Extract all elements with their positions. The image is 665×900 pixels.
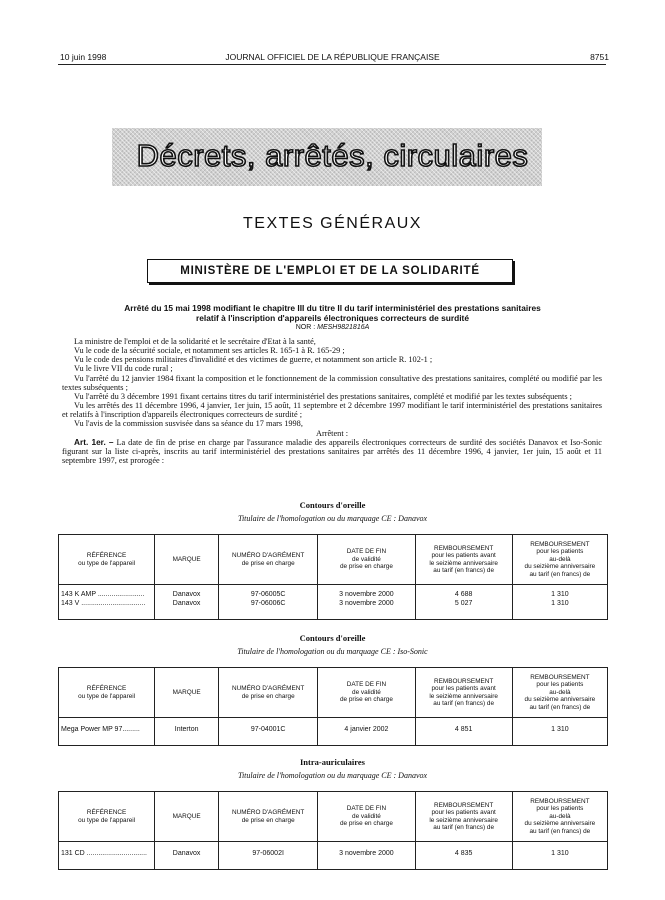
cell-agrement: 97-06006C — [219, 600, 318, 620]
article-1-label: Art. 1er. – — [74, 436, 114, 447]
table-1-subtitle: Titulaire de l'homologation ou du marquage CE : Danavox — [237, 514, 428, 523]
cell-remb-avant: 4 688 — [415, 585, 512, 600]
table-3-subtitle: Titulaire de l'homologation ou du marquage CE : Danavox — [237, 771, 428, 780]
nor-reference — [0, 324, 665, 331]
table-row — [59, 842, 608, 870]
nor-label: NOR : — [295, 324, 316, 331]
table-3-title: Intra-auriculaires — [299, 757, 365, 767]
section-title: TEXTES GÉNÉRAUX — [243, 215, 422, 232]
table-row — [59, 600, 608, 620]
paragraph: Vu le code de la sécurité sociale, et notamment ses articles R. 165-1 à R. 165-29 ; — [74, 346, 345, 356]
cell-marque: Danavox — [155, 842, 219, 870]
table-3 — [58, 791, 608, 870]
header-remb-avant: REMBOURSEMENT pour les patients avant le seizième anniversaire au tarif (en francs) de — [415, 535, 512, 585]
header-marque: MARQUE — [155, 668, 219, 718]
article-1 — [62, 438, 602, 465]
paragraph: Vu le livre VII du code rural ; — [74, 364, 173, 374]
header-date: DATE DE FIN de validité de prise en charge — [318, 792, 415, 842]
header-remb-apres: REMBOURSEMENT pour les patients au-delà du seizième anniversaire au tarif (en francs) de — [512, 792, 607, 842]
paragraph: Vu l'arrêté du 12 janvier 1984 fixant la composition et le fonctionnement de la commission consultative des prestations sanitaires, complété ou modifié par les textes subséquents ; — [62, 373, 602, 392]
table-2 — [58, 667, 608, 746]
paragraph: Vu les arrêtés des 11 décembre 1996, 4 janvier, 1er juin, 15 août, 11 septembre et 2 décembre 1997 modifiant le tarif interministériel des prestations sanitaires et relatifs à l'inscription d'appareils électroniques correcteurs de surdité ; — [62, 401, 602, 420]
cell-agrement: 97-06002I — [219, 842, 318, 870]
header-date: DATE DE FIN de validité de prise en charge — [318, 535, 415, 585]
cell-marque: Danavox — [155, 600, 219, 620]
table-header-row — [59, 792, 608, 842]
decree-title-line1: Arrêté du 15 mai 1998 modifiant le chapitre III du titre II du tarif interministériel des prestations sanitaires — [124, 303, 541, 313]
cell-ref: Mega Power MP 97......... — [59, 718, 155, 746]
table-header-row — [59, 535, 608, 585]
header-remb-avant: REMBOURSEMENT pour les patients avant le seizième anniversaire au tarif (en francs) de — [415, 792, 512, 842]
paragraph: Vu le code des pensions militaires d'invalidité et des victimes de guerre, et notamment son article R. 102-1 ; — [74, 355, 433, 365]
cell-marque: Interton — [155, 718, 219, 746]
header-ref: RÉFÉRENCE ou type de l'appareil — [59, 535, 155, 585]
table-1 — [58, 534, 608, 620]
header-agrement: NUMÉRO D'AGRÉMENT de prise en charge — [219, 535, 318, 585]
cell-date: 3 novembre 2000 — [318, 842, 415, 870]
table-2-subtitle: Titulaire de l'homologation ou du marquage CE : Iso-Sonic — [237, 647, 428, 656]
decree-title-line2: relatif à l'inscription d'appareils électroniques correcteurs de surdité — [196, 313, 469, 323]
cell-ref: 131 CD ............................... — [59, 842, 155, 870]
paragraph: Vu l'avis de la commission susvisée dans sa séance du 17 mars 1998, — [74, 419, 303, 429]
journal-name: JOURNAL OFFICIEL DE LA RÉPUBLIQUE FRANÇAISE — [225, 52, 440, 62]
article-1-text: La date de fin de prise en charge par l'assurance maladie des appareils électroniques correcteurs de surdité des sociétés Danavox et Iso-Sonic figurant sur la liste ci-après, inscrits au tarif interministériel des prestations sanitaires par arrêtés des 11 décembre 1996, 4 janvier, 1er juin, 15 août et 11 septembre 1997, est prorogée : — [62, 437, 602, 466]
header-date: 10 juin 1998 — [60, 52, 107, 62]
cell-remb-apres: 1 310 — [512, 842, 607, 870]
table-row — [59, 718, 608, 746]
paragraph: La ministre de l'emploi et de la solidarité et le secrétaire d'Etat à la santé, — [74, 337, 316, 346]
header-marque: MARQUE — [155, 535, 219, 585]
cell-agrement: 97-06005C — [219, 585, 318, 600]
header-ref: RÉFÉRENCE ou type de l'appareil — [59, 668, 155, 718]
header-rule — [58, 64, 606, 65]
cell-agrement: 97-04001C — [219, 718, 318, 746]
table-2-title: Contours d'oreille — [299, 633, 366, 643]
decree-title — [110, 303, 555, 323]
nor-code: MESH9821816A — [317, 324, 370, 331]
cell-remb-apres: 1 310 — [512, 600, 607, 620]
cell-date: 3 novembre 2000 — [318, 600, 415, 620]
banner-title: Décrets, arrêtés, circulaires — [136, 138, 529, 173]
header-agrement: NUMÉRO D'AGRÉMENT de prise en charge — [219, 792, 318, 842]
header-remb-apres: REMBOURSEMENT pour les patients au-delà du seizième anniversaire au tarif (en francs) de — [512, 535, 607, 585]
ministry-box: MINISTÈRE DE L'EMPLOI ET DE LA SOLIDARITÉ — [147, 259, 513, 283]
cell-marque: Danavox — [155, 585, 219, 600]
cell-ref: 143 V ................................. — [59, 600, 155, 620]
header-remb-apres: REMBOURSEMENT pour les patients au-delà du seizième anniversaire au tarif (en francs) de — [512, 668, 607, 718]
cell-ref: 143 K AMP ........................ — [59, 585, 155, 600]
cell-remb-apres: 1 310 — [512, 718, 607, 746]
paragraph: Vu l'arrêté du 3 décembre 1991 fixant certains titres du tarif interministériel des prestations sanitaires, complété et modifié par les textes subséquents ; — [74, 391, 572, 401]
table-row — [59, 585, 608, 600]
cell-remb-avant: 5 027 — [415, 600, 512, 620]
arretent: Arrêtent : — [315, 428, 349, 438]
table-1-title: Contours d'oreille — [299, 500, 366, 510]
header-agrement: NUMÉRO D'AGRÉMENT de prise en charge — [219, 668, 318, 718]
header-remb-avant: REMBOURSEMENT pour les patients avant le seizième anniversaire au tarif (en francs) de — [415, 668, 512, 718]
cell-remb-avant: 4 851 — [415, 718, 512, 746]
decree-body — [62, 337, 602, 465]
cell-remb-avant: 4 835 — [415, 842, 512, 870]
page-number: 8751 — [590, 52, 609, 62]
cell-date: 3 novembre 2000 — [318, 585, 415, 600]
header-ref: RÉFÉRENCE ou type de l'appareil — [59, 792, 155, 842]
header-marque: MARQUE — [155, 792, 219, 842]
cell-remb-apres: 1 310 — [512, 585, 607, 600]
header-date: DATE DE FIN de validité de prise en charge — [318, 668, 415, 718]
table-header-row — [59, 668, 608, 718]
cell-date: 4 janvier 2002 — [318, 718, 415, 746]
